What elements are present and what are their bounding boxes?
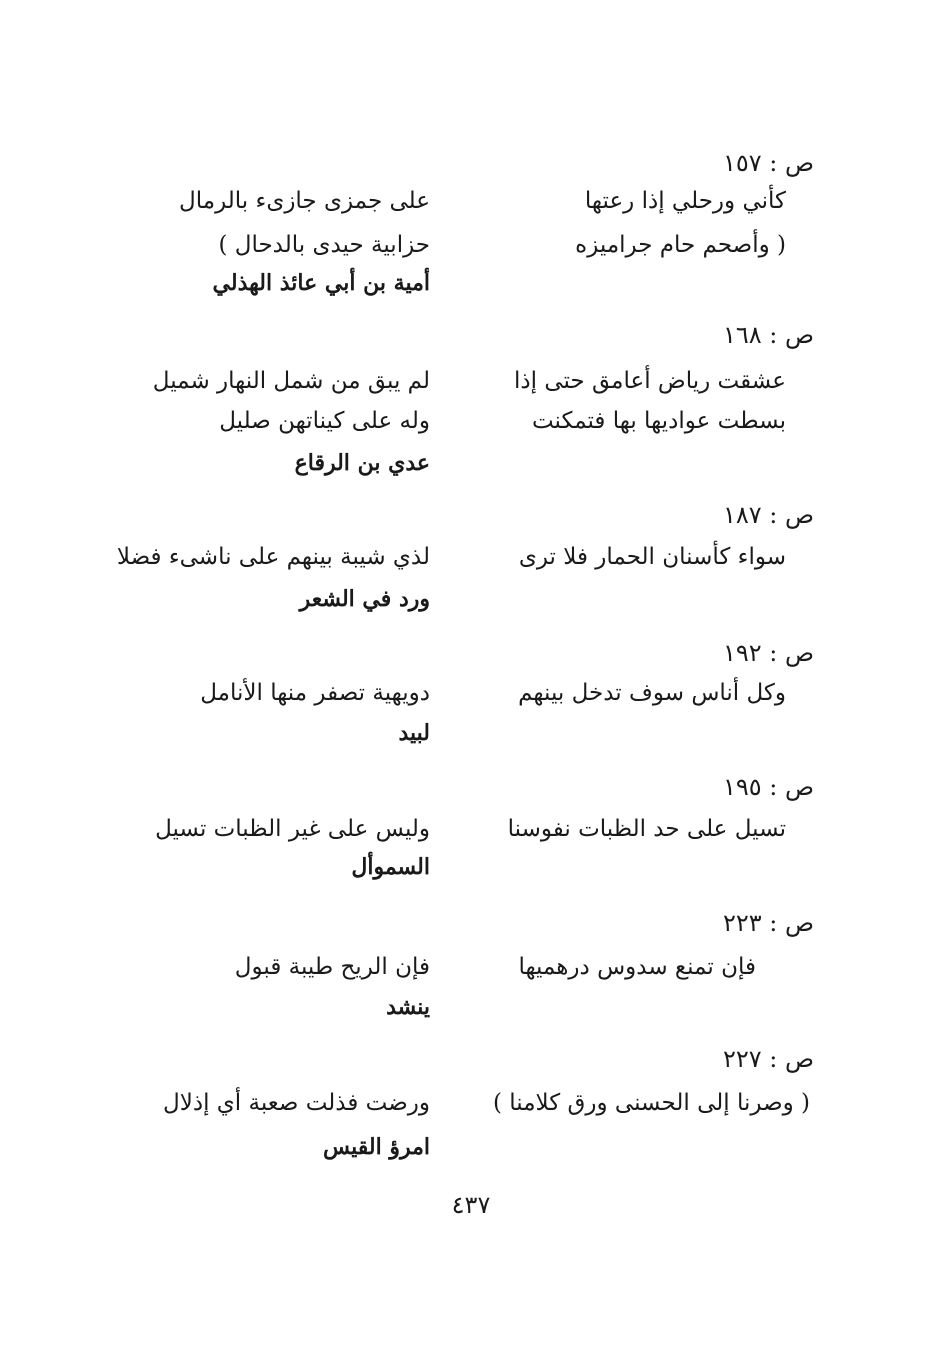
second-hemistich: لذي شيبة بينهم على ناشىء فضلا (116, 544, 430, 570)
first-hemistich: وكل أناس سوف تدخل بينهم (518, 680, 786, 706)
poet-name: أمية بن أبي عائذ الهذلي (212, 270, 430, 296)
page-reference: ص : ١٩٥ (722, 773, 814, 801)
first-hemistich: فإن تمنع سدوس درهميها (518, 954, 756, 980)
first-hemistich: بسطت عواديها بها فتمكنت (531, 408, 786, 434)
poet-name: السموأل (351, 854, 430, 880)
poet-name: ورد في الشعر (299, 586, 430, 612)
verse-line (0, 950, 942, 984)
page-reference: ص : ٢٢٧ (722, 1045, 814, 1073)
verse-line (0, 676, 942, 710)
second-hemistich: فإن الريح طيبة قبول (234, 954, 430, 980)
second-hemistich: وله على كيناتهن صليل (219, 408, 430, 434)
second-hemistich: ورضت فذلت صعبة أي إذلال (163, 1090, 430, 1116)
verse-line (0, 184, 942, 218)
first-hemistich: كأني ورحلي إذا رعتها (584, 188, 786, 214)
page-reference: ص : ١٦٨ (722, 321, 814, 349)
first-hemistich: ( وأصحم حام جراميزه (575, 232, 786, 258)
page-number: ٤٣٧ (451, 1191, 491, 1219)
poet-name: عدي بن الرقاع (294, 450, 430, 476)
verse-line (0, 1086, 942, 1120)
page-reference: ص : ١٥٧ (722, 149, 814, 177)
first-hemistich: تسيل على حد الظبات نفوسنا (507, 816, 786, 842)
verse-line (0, 228, 942, 262)
first-hemistich: سواء كأسنان الحمار فلا ترى (518, 544, 786, 570)
second-hemistich: دويهية تصفر منها الأنامل (200, 680, 430, 706)
page-reference: ص : ٢٢٣ (722, 909, 814, 937)
verse-line (0, 404, 942, 438)
second-hemistich: على جمزى جازىء بالرمال (179, 188, 430, 214)
verse-line (0, 364, 942, 398)
page-reference: ص : ١٩٢ (722, 639, 814, 667)
page-reference: ص : ١٨٧ (722, 501, 814, 529)
first-hemistich: عشقت رياض أعامق حتى إذا (513, 368, 786, 394)
poet-name: امرؤ القيس (323, 1134, 430, 1160)
verse-line (0, 540, 942, 574)
second-hemistich: لم يبق من شمل النهار شميل (152, 368, 430, 394)
verse-line (0, 812, 942, 846)
second-hemistich: حزابية حيدى بالدحال ) (218, 232, 430, 258)
second-hemistich: وليس على غير الظبات تسيل (155, 816, 430, 842)
poet-name: لبيد (398, 720, 430, 746)
poet-name: ينشد (386, 994, 430, 1020)
first-hemistich: ( وصرنا إلى الحسنى ورق كلامنا ) (493, 1090, 810, 1116)
